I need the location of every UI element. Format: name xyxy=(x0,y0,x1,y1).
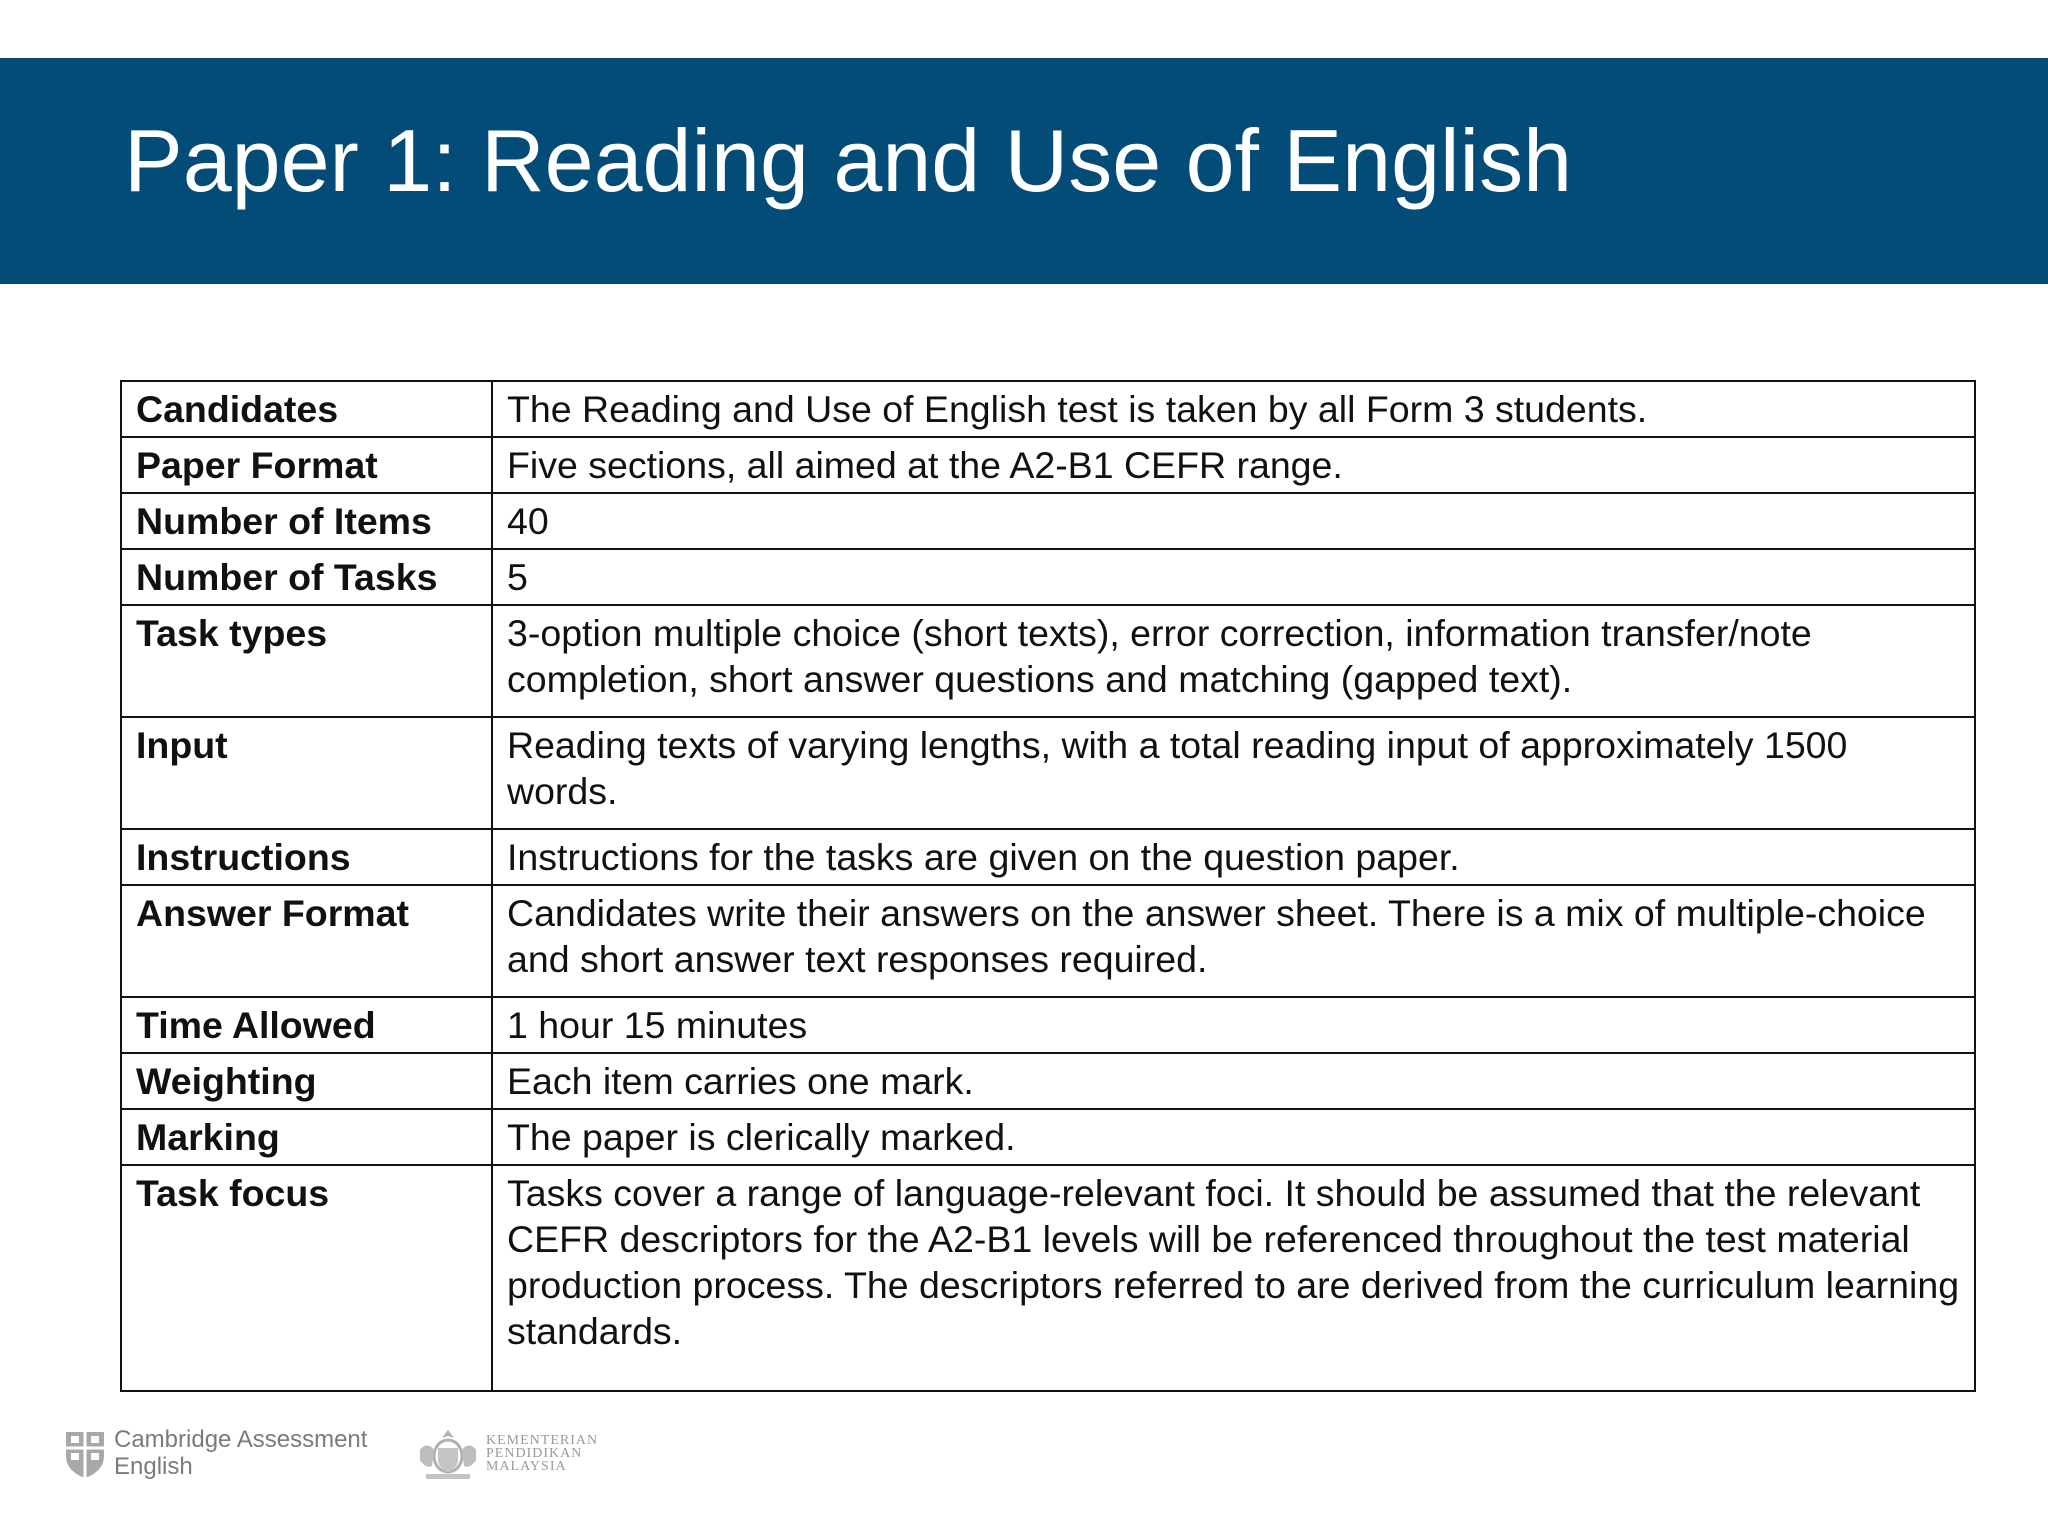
table-row xyxy=(121,997,1975,1053)
table-row xyxy=(121,829,1975,885)
row-label: Candidates xyxy=(121,381,492,437)
row-value: Reading texts of varying lengths, with a total reading input of approximately 1500 words. xyxy=(492,717,1975,829)
row-value: Candidates write their answers on the answer sheet. There is a mix of multiple-choice and short answer text responses required. xyxy=(492,885,1975,997)
table-row xyxy=(121,437,1975,493)
table-row xyxy=(121,717,1975,829)
row-value: The paper is clerically marked. xyxy=(492,1109,1975,1165)
row-label: Marking xyxy=(121,1109,492,1165)
page-title: Paper 1: Reading and Use of English xyxy=(124,111,1573,210)
cambridge-assessment-logo xyxy=(64,1426,394,1486)
cambridge-wordmark xyxy=(114,1426,367,1480)
paper-spec-table xyxy=(120,380,1976,1392)
cambridge-line-2: English xyxy=(114,1453,193,1480)
kementerian-pendidikan-logo xyxy=(416,1426,636,1486)
table-row xyxy=(121,1053,1975,1109)
title-band xyxy=(0,58,2048,284)
kpm-line-1: KEMENTERIAN xyxy=(486,1433,599,1448)
table-row xyxy=(121,605,1975,717)
table-row xyxy=(121,493,1975,549)
row-value: Instructions for the tasks are given on the question paper. xyxy=(492,829,1975,885)
row-label: Input xyxy=(121,717,492,829)
table-row xyxy=(121,885,1975,997)
table-row xyxy=(121,1109,1975,1165)
table-row xyxy=(121,549,1975,605)
row-label: Time Allowed xyxy=(121,997,492,1053)
kpm-wordmark xyxy=(486,1434,598,1473)
cambridge-shield-icon xyxy=(64,1430,106,1480)
table-row xyxy=(121,1165,1975,1391)
row-label: Paper Format xyxy=(121,437,492,493)
malaysia-crest-icon xyxy=(416,1426,480,1482)
row-value: The Reading and Use of English test is taken by all Form 3 students. xyxy=(492,381,1975,437)
cambridge-line-1: Cambridge Assessment xyxy=(114,1426,368,1453)
row-value: 3-option multiple choice (short texts), error correction, information transfer/note completion, short answer questions and matching (gapped text). xyxy=(492,605,1975,717)
row-value: 40 xyxy=(492,493,1975,549)
row-label: Answer Format xyxy=(121,885,492,997)
row-value: 1 hour 15 minutes xyxy=(492,997,1975,1053)
row-label: Number of Tasks xyxy=(121,549,492,605)
row-value: 5 xyxy=(492,549,1975,605)
row-label: Weighting xyxy=(121,1053,492,1109)
row-label: Task types xyxy=(121,605,492,717)
kpm-line-2: PENDIDIKAN xyxy=(486,1446,583,1461)
row-value: Tasks cover a range of language-relevant foci. It should be assumed that the relevant CEFR descriptors for the A2-B1 levels will be referenced throughout the test material production process. The descriptors referred to are derived from the curriculum learning standards. xyxy=(492,1165,1975,1391)
kpm-line-3: MALAYSIA xyxy=(486,1459,567,1474)
row-value: Each item carries one mark. xyxy=(492,1053,1975,1109)
row-value: Five sections, all aimed at the A2-B1 CEFR range. xyxy=(492,437,1975,493)
row-label: Number of Items xyxy=(121,493,492,549)
table-row xyxy=(121,381,1975,437)
row-label: Instructions xyxy=(121,829,492,885)
row-label: Task focus xyxy=(121,1165,492,1391)
